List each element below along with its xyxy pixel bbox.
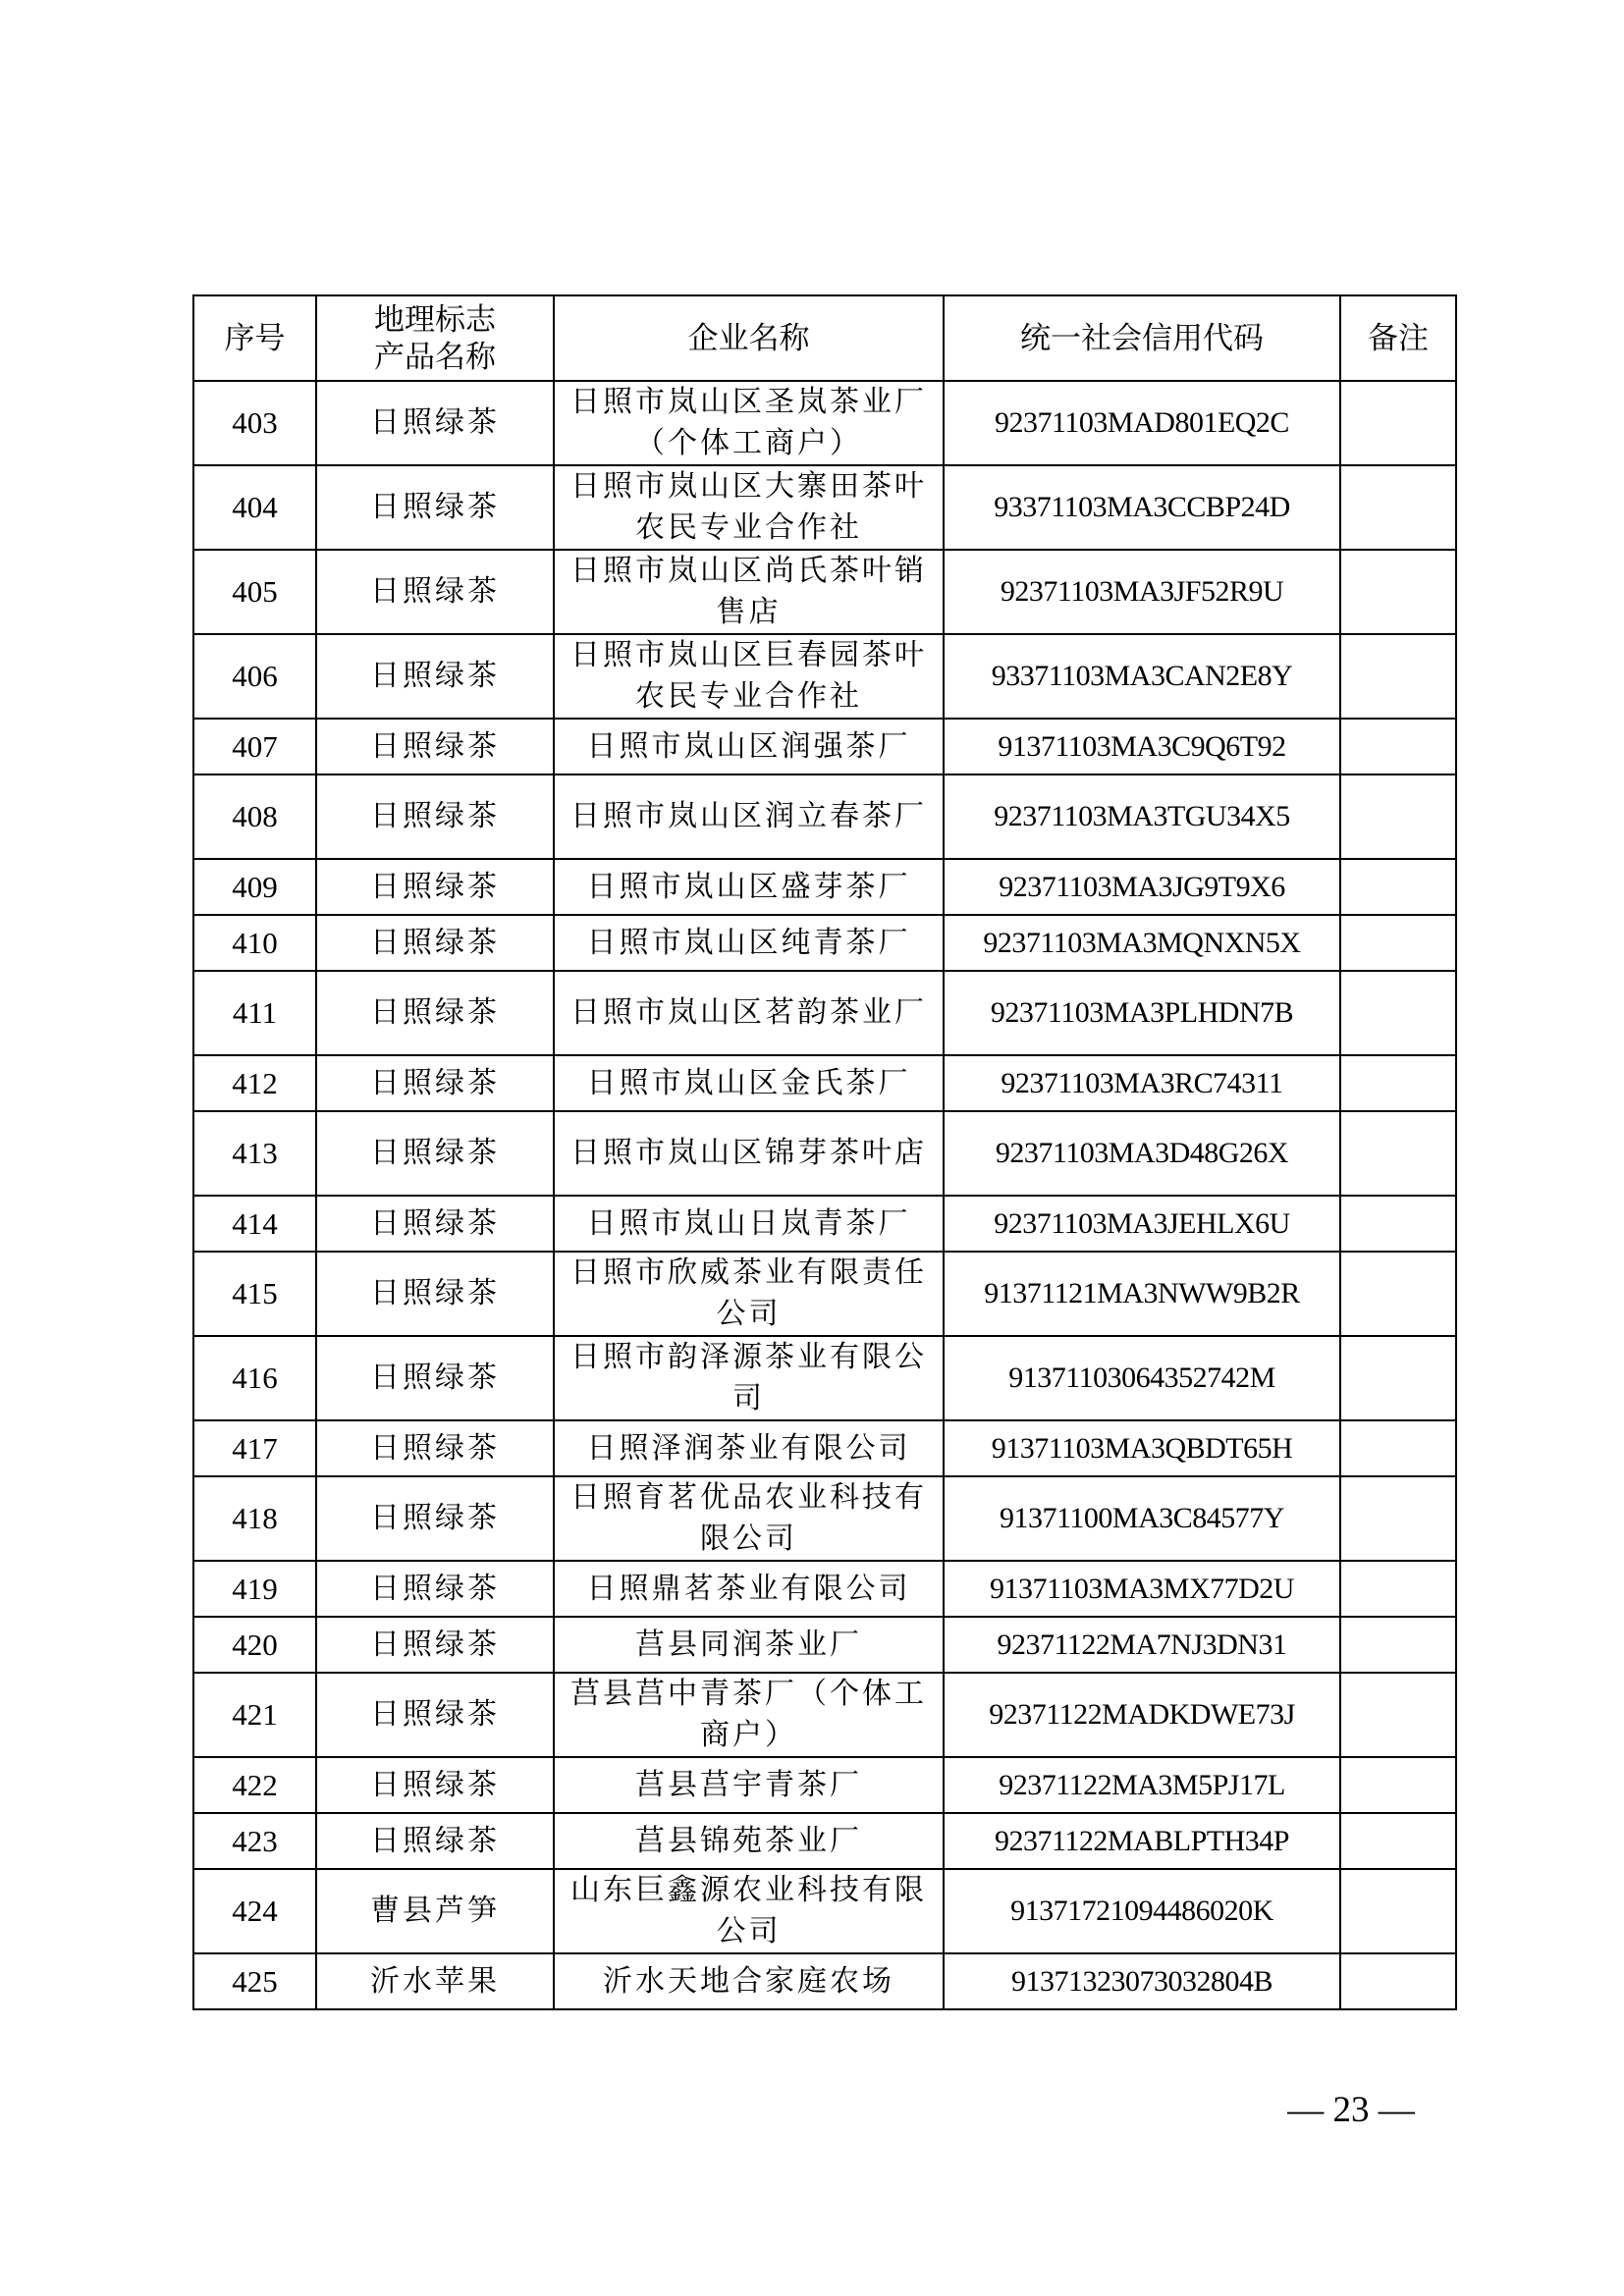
cell-remark	[1340, 1252, 1456, 1336]
cell-credit-code: 91371103MA3QBDT65H	[944, 1420, 1340, 1476]
cell-remark	[1340, 1673, 1456, 1757]
table-row	[193, 971, 1456, 1055]
cell-product-name: 曹县芦笋	[316, 1869, 554, 1953]
cell-serial-number: 403	[193, 381, 316, 465]
table-header-row	[193, 295, 1456, 381]
cell-remark	[1340, 1561, 1456, 1617]
cell-product-name: 日照绿茶	[316, 550, 554, 634]
cell-credit-code: 92371103MA3RC74311	[944, 1055, 1340, 1111]
cell-credit-code: 92371122MA7NJ3DN31	[944, 1617, 1340, 1673]
table-row	[193, 381, 1456, 465]
cell-enterprise-name: 日照泽润茶业有限公司	[554, 1420, 944, 1476]
cell-enterprise-name: 日照市岚山区大寨田茶叶农民专业合作社	[554, 465, 944, 550]
cell-credit-code: 92371122MADKDWE73J	[944, 1673, 1340, 1757]
cell-remark	[1340, 971, 1456, 1055]
cell-serial-number: 423	[193, 1813, 316, 1869]
cell-remark	[1340, 1476, 1456, 1561]
cell-credit-code: 92371122MABLPTH34P	[944, 1813, 1340, 1869]
cell-enterprise-name: 莒县莒宇青茶厂	[554, 1757, 944, 1813]
table-row	[193, 1757, 1456, 1813]
cell-product-name: 日照绿茶	[316, 915, 554, 971]
cell-remark	[1340, 1336, 1456, 1420]
cell-credit-code: 91371103MA3C9Q6T92	[944, 719, 1340, 774]
table-row	[193, 1953, 1456, 2009]
cell-serial-number: 414	[193, 1196, 316, 1252]
cell-serial-number: 418	[193, 1476, 316, 1561]
table-row	[193, 1617, 1456, 1673]
cell-serial-number: 425	[193, 1953, 316, 2009]
cell-credit-code: 93371103MA3CCBP24D	[944, 465, 1340, 550]
cell-credit-code: 93371103MA3CAN2E8Y	[944, 634, 1340, 719]
table-row	[193, 1111, 1456, 1196]
page-number: — 23 —	[1287, 2090, 1415, 2130]
cell-product-name: 沂水苹果	[316, 1953, 554, 2009]
cell-remark	[1340, 1757, 1456, 1813]
cell-credit-code: 92371103MA3JF52R9U	[944, 550, 1340, 634]
cell-product-name: 日照绿茶	[316, 774, 554, 859]
cell-enterprise-name: 日照市岚山区润立春茶厂	[554, 774, 944, 859]
table-row	[193, 1673, 1456, 1757]
enterprise-table	[192, 294, 1457, 2010]
cell-enterprise-name: 莒县莒中青茶厂（个体工商户）	[554, 1673, 944, 1757]
cell-serial-number: 419	[193, 1561, 316, 1617]
cell-remark	[1340, 1813, 1456, 1869]
cell-remark	[1340, 550, 1456, 634]
cell-remark	[1340, 1055, 1456, 1111]
cell-serial-number: 409	[193, 859, 316, 915]
header-enterprise-name: 企业名称	[554, 295, 944, 381]
cell-serial-number: 420	[193, 1617, 316, 1673]
cell-remark	[1340, 381, 1456, 465]
header-credit-code: 统一社会信用代码	[944, 295, 1340, 381]
table-row	[193, 719, 1456, 774]
cell-credit-code: 92371103MA3MQNXN5X	[944, 915, 1340, 971]
table-row	[193, 1420, 1456, 1476]
cell-credit-code: 91371103064352742M	[944, 1336, 1340, 1420]
cell-product-name: 日照绿茶	[316, 1252, 554, 1336]
cell-enterprise-name: 日照市岚山区润强茶厂	[554, 719, 944, 774]
cell-remark	[1340, 719, 1456, 774]
cell-product-name: 日照绿茶	[316, 1561, 554, 1617]
table-row	[193, 1813, 1456, 1869]
cell-enterprise-name: 日照鼎茗茶业有限公司	[554, 1561, 944, 1617]
cell-product-name: 日照绿茶	[316, 1476, 554, 1561]
cell-serial-number: 415	[193, 1252, 316, 1336]
cell-credit-code: 91371721094486020K	[944, 1869, 1340, 1953]
cell-credit-code: 91371323073032804B	[944, 1953, 1340, 2009]
cell-serial-number: 422	[193, 1757, 316, 1813]
cell-product-name: 日照绿茶	[316, 1111, 554, 1196]
cell-credit-code: 91371100MA3C84577Y	[944, 1476, 1340, 1561]
cell-serial-number: 406	[193, 634, 316, 719]
cell-product-name: 日照绿茶	[316, 1420, 554, 1476]
cell-product-name: 日照绿茶	[316, 1196, 554, 1252]
cell-product-name: 日照绿茶	[316, 1055, 554, 1111]
cell-remark	[1340, 1869, 1456, 1953]
cell-serial-number: 410	[193, 915, 316, 971]
header-product-line-2: 产品名称	[374, 339, 496, 375]
cell-credit-code: 92371122MA3M5PJ17L	[944, 1757, 1340, 1813]
cell-remark	[1340, 774, 1456, 859]
cell-enterprise-name: 山东巨鑫源农业科技有限公司	[554, 1869, 944, 1953]
cell-enterprise-name: 日照市岚山区圣岚茶业厂（个体工商户）	[554, 381, 944, 465]
cell-enterprise-name: 日照市岚山区纯青茶厂	[554, 915, 944, 971]
cell-serial-number: 412	[193, 1055, 316, 1111]
cell-serial-number: 405	[193, 550, 316, 634]
cell-product-name: 日照绿茶	[316, 1673, 554, 1757]
cell-product-name: 日照绿茶	[316, 859, 554, 915]
cell-credit-code: 92371103MA3JG9T9X6	[944, 859, 1340, 915]
cell-product-name: 日照绿茶	[316, 381, 554, 465]
table-row	[193, 1055, 1456, 1111]
cell-enterprise-name: 日照市岚山区金氏茶厂	[554, 1055, 944, 1111]
cell-product-name: 日照绿茶	[316, 465, 554, 550]
table-row	[193, 774, 1456, 859]
cell-product-name: 日照绿茶	[316, 1617, 554, 1673]
cell-enterprise-name: 日照市欣威茶业有限责任公司	[554, 1252, 944, 1336]
table-row	[193, 550, 1456, 634]
cell-credit-code: 92371103MA3D48G26X	[944, 1111, 1340, 1196]
table-row	[193, 634, 1456, 719]
cell-credit-code: 92371103MAD801EQ2C	[944, 381, 1340, 465]
cell-product-name: 日照绿茶	[316, 719, 554, 774]
cell-remark	[1340, 859, 1456, 915]
cell-product-name: 日照绿茶	[316, 1813, 554, 1869]
cell-remark	[1340, 1196, 1456, 1252]
cell-remark	[1340, 915, 1456, 971]
cell-enterprise-name: 日照市岚山区尚氏茶叶销售店	[554, 550, 944, 634]
cell-remark	[1340, 1111, 1456, 1196]
cell-enterprise-name: 莒县同润茶业厂	[554, 1617, 944, 1673]
cell-serial-number: 416	[193, 1336, 316, 1420]
cell-serial-number: 408	[193, 774, 316, 859]
cell-credit-code: 92371103MA3JEHLX6U	[944, 1196, 1340, 1252]
cell-product-name: 日照绿茶	[316, 971, 554, 1055]
cell-enterprise-name: 日照市岚山日岚青茶厂	[554, 1196, 944, 1252]
cell-remark	[1340, 1617, 1456, 1673]
cell-enterprise-name: 日照市岚山区盛芽茶厂	[554, 859, 944, 915]
cell-remark	[1340, 1953, 1456, 2009]
cell-product-name: 日照绿茶	[316, 1336, 554, 1420]
cell-remark	[1340, 634, 1456, 719]
cell-enterprise-name: 莒县锦苑茶业厂	[554, 1813, 944, 1869]
cell-credit-code: 91371103MA3MX77D2U	[944, 1561, 1340, 1617]
cell-enterprise-name: 日照市岚山区锦芽茶叶店	[554, 1111, 944, 1196]
cell-enterprise-name: 日照育茗优品农业科技有限公司	[554, 1476, 944, 1561]
cell-serial-number: 413	[193, 1111, 316, 1196]
table-body	[193, 381, 1456, 2009]
cell-enterprise-name: 日照市韵泽源茶业有限公司	[554, 1336, 944, 1420]
cell-credit-code: 92371103MA3TGU34X5	[944, 774, 1340, 859]
cell-credit-code: 92371103MA3PLHDN7B	[944, 971, 1340, 1055]
cell-credit-code: 91371121MA3NWW9B2R	[944, 1252, 1340, 1336]
cell-product-name: 日照绿茶	[316, 634, 554, 719]
table-row	[193, 465, 1456, 550]
header-remark: 备注	[1340, 295, 1456, 381]
cell-serial-number: 421	[193, 1673, 316, 1757]
cell-enterprise-name: 日照市岚山区巨春园茶叶农民专业合作社	[554, 634, 944, 719]
header-serial-number: 序号	[193, 295, 316, 381]
table-row	[193, 859, 1456, 915]
cell-remark	[1340, 465, 1456, 550]
cell-serial-number: 424	[193, 1869, 316, 1953]
cell-serial-number: 417	[193, 1420, 316, 1476]
table-row	[193, 1196, 1456, 1252]
table-row	[193, 915, 1456, 971]
header-product-line-1: 地理标志	[374, 301, 496, 338]
cell-enterprise-name: 沂水天地合家庭农场	[554, 1953, 944, 2009]
cell-enterprise-name: 日照市岚山区茗韵茶业厂	[554, 971, 944, 1055]
cell-product-name: 日照绿茶	[316, 1757, 554, 1813]
cell-serial-number: 407	[193, 719, 316, 774]
table-row	[193, 1561, 1456, 1617]
cell-remark	[1340, 1420, 1456, 1476]
header-product-name	[316, 295, 554, 381]
table-row	[193, 1869, 1456, 1953]
cell-serial-number: 404	[193, 465, 316, 550]
table-row	[193, 1252, 1456, 1336]
table-row	[193, 1476, 1456, 1561]
table-row	[193, 1336, 1456, 1420]
cell-serial-number: 411	[193, 971, 316, 1055]
